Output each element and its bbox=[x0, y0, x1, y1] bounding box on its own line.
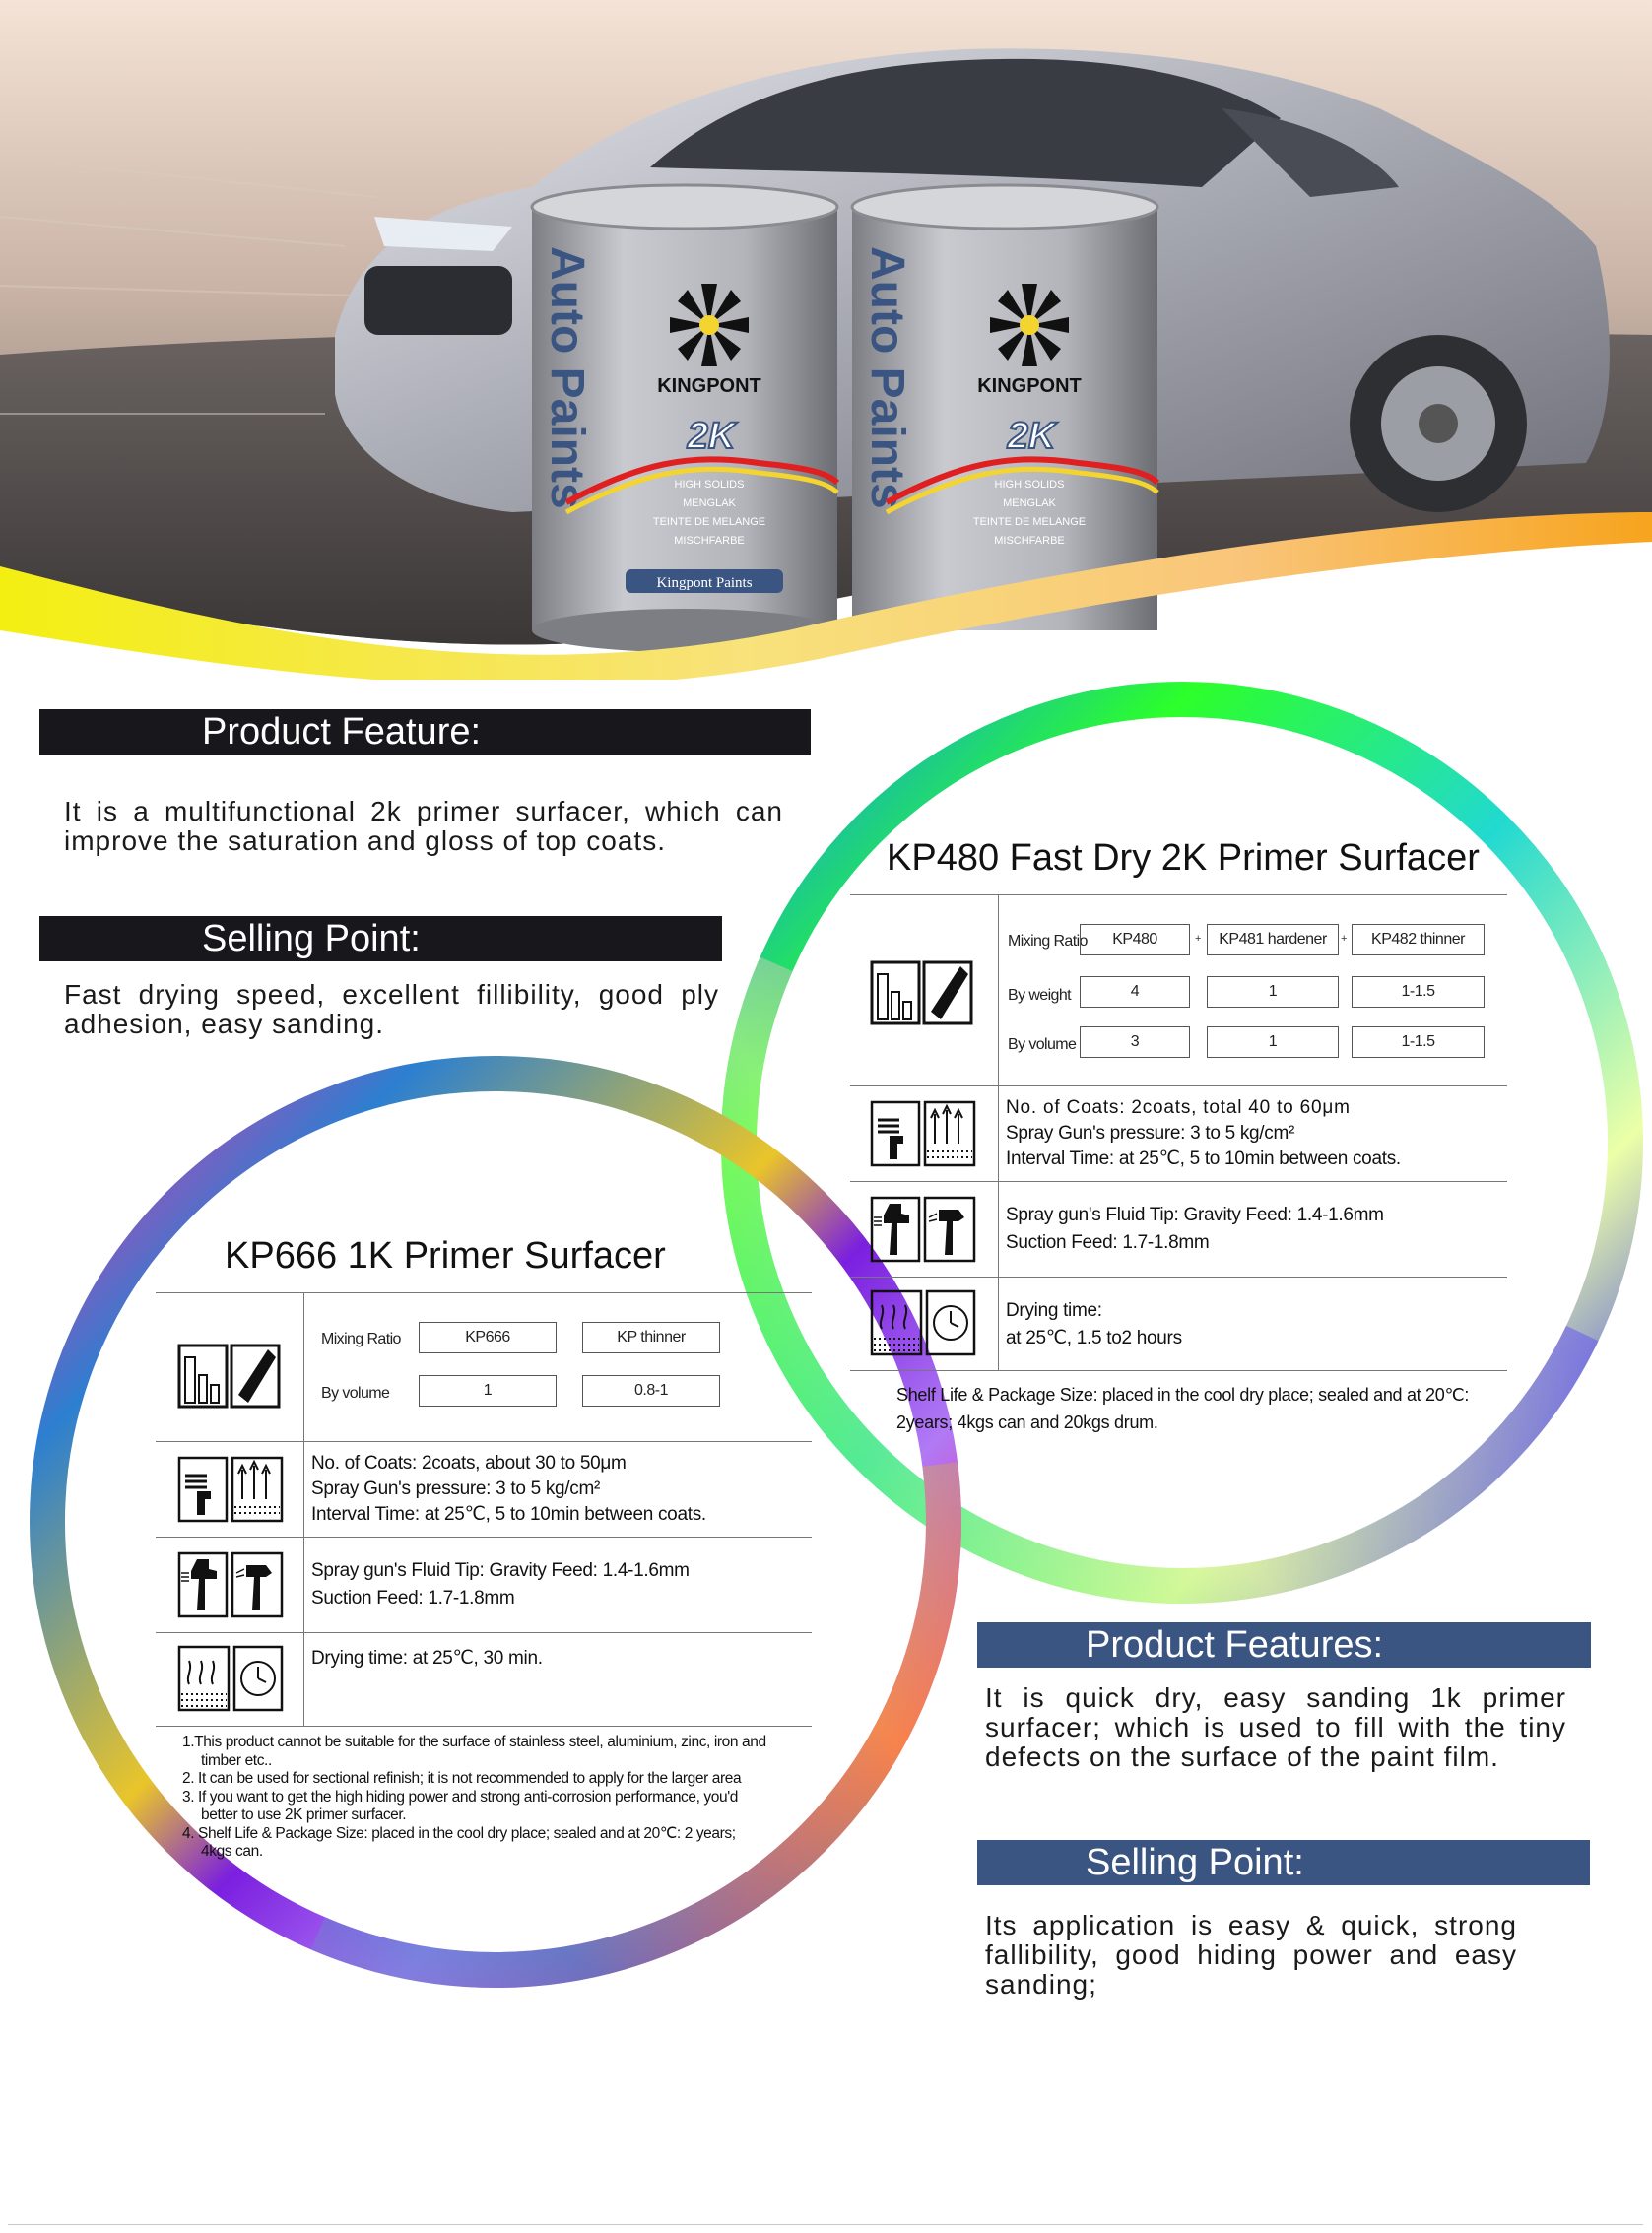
mixing-ratio-icon bbox=[870, 954, 978, 1028]
kp666-mixing-row bbox=[156, 1293, 812, 1442]
kp480-volume-2: 1 bbox=[1207, 1026, 1339, 1058]
spray-coats-icon bbox=[177, 1456, 286, 1525]
kp480-drying-line-1: Drying time: bbox=[1006, 1300, 1102, 1321]
kp480-mix-header-3: KP482 thinner bbox=[1352, 924, 1485, 955]
svg-text:MISCHFARBE: MISCHFARBE bbox=[994, 535, 1065, 547]
svg-text:2K: 2K bbox=[687, 416, 736, 457]
kp666-label-mixing: Mixing Ratio bbox=[321, 1331, 401, 1347]
note-line: 3. If you want to get the high hiding power and strong anti-corrosion performance, you'd bbox=[182, 1788, 739, 1806]
kp666-volume-1: 1 bbox=[419, 1375, 557, 1407]
kp480-title: KP480 Fast Dry 2K Primer Surfacer bbox=[887, 837, 1480, 879]
spray-gun-icon bbox=[870, 1196, 978, 1265]
product-features-heading: Product Features: bbox=[977, 1622, 1591, 1668]
note-line: 1.This product cannot be suitable for the surface of stainless steel, aluminium, zinc, iron and bbox=[182, 1734, 766, 1750]
kp480-tip-line-1: Spray gun's Fluid Tip: Gravity Feed: 1.4-1.6mm bbox=[1006, 1205, 1384, 1225]
page-border bbox=[8, 2224, 1643, 2225]
svg-text:Kingpont Paints: Kingpont Paints bbox=[656, 575, 753, 591]
plus-sign: + bbox=[1195, 933, 1202, 945]
kp666-coats-line-1: No. of Coats: 2coats, about 30 to 50μm bbox=[311, 1453, 627, 1474]
kp666-label-volume: By volume bbox=[321, 1385, 390, 1402]
kp666-spray-tip-row bbox=[156, 1538, 812, 1633]
kp480-spray-tip-row bbox=[850, 1182, 1507, 1278]
svg-text:HIGH SOLIDS: HIGH SOLIDS bbox=[994, 479, 1065, 491]
spray-coats-icon bbox=[870, 1100, 978, 1169]
selling-point-text-right: Its application is easy & quick, strong fallibility, good hiding power and easy sanding; bbox=[985, 1910, 1517, 2000]
drying-time-icon bbox=[870, 1289, 978, 1358]
selling-point-heading: Selling Point: bbox=[39, 916, 722, 961]
kp666-coats-row bbox=[156, 1442, 812, 1538]
svg-text:MENGLAK: MENGLAK bbox=[683, 497, 736, 509]
svg-text:TEINTE DE MELANGE: TEINTE DE MELANGE bbox=[972, 516, 1087, 528]
paint-can-right bbox=[852, 185, 1157, 630]
product-feature-heading: Product Feature: bbox=[39, 709, 811, 755]
plus-sign: + bbox=[1341, 933, 1348, 945]
svg-text:Auto Paints: Auto Paints bbox=[861, 246, 913, 509]
spray-gun-icon bbox=[177, 1551, 286, 1620]
note-line: 2. It can be used for sectional refinish; it is not recommended to apply for the larger area bbox=[182, 1770, 742, 1787]
kp666-notes bbox=[182, 1734, 832, 1862]
kp480-drying-row bbox=[850, 1278, 1507, 1371]
kp480-weight-3: 1-1.5 bbox=[1352, 976, 1485, 1008]
kp480-coats-line-1: No. of Coats: 2coats, total 40 to 60μm bbox=[1006, 1097, 1351, 1118]
kp480-label-weight: By weight bbox=[1008, 987, 1071, 1004]
kp666-coats-line-2: Spray Gun's pressure: 3 to 5 kg/cm² bbox=[311, 1478, 601, 1499]
kp666-title: KP666 1K Primer Surfacer bbox=[225, 1235, 666, 1277]
svg-text:KINGPONT: KINGPONT bbox=[657, 375, 761, 397]
kp480-weight-2: 1 bbox=[1207, 976, 1339, 1008]
kp480-coats-line-3: Interval Time: at 25℃, 5 to 10min between coats. bbox=[1006, 1149, 1401, 1169]
kp480-coats-row bbox=[850, 1086, 1507, 1182]
svg-text:Auto Paints: Auto Paints bbox=[541, 246, 593, 509]
kp666-volume-2: 0.8-1 bbox=[582, 1375, 720, 1407]
note-line: better to use 2K primer surfacer. bbox=[201, 1806, 407, 1823]
kp666-spec-table bbox=[156, 1292, 812, 1727]
kp480-spec-table bbox=[850, 894, 1507, 1371]
kp666-mix-header-1: KP666 bbox=[419, 1322, 557, 1353]
kp666-mix-header-2: KP thinner bbox=[582, 1322, 720, 1353]
kp480-drying-line-2: at 25℃, 1.5 to2 hours bbox=[1006, 1328, 1182, 1348]
kp480-coats-line-2: Spray Gun's pressure: 3 to 5 kg/cm² bbox=[1006, 1123, 1295, 1144]
svg-text:KINGPONT: KINGPONT bbox=[977, 375, 1082, 397]
product-features-text: It is quick dry, easy sanding 1k primer surfacer; which is used to fill with the tiny defects on the surface of the paint film. bbox=[985, 1682, 1566, 1772]
kp480-weight-1: 4 bbox=[1080, 976, 1190, 1008]
kp666-drying-line-1: Drying time: at 25℃, 30 min. bbox=[311, 1648, 543, 1669]
selling-point-heading-right: Selling Point: bbox=[977, 1840, 1590, 1885]
kp666-drying-row bbox=[156, 1633, 812, 1727]
kp480-tip-line-2: Suction Feed: 1.7-1.8mm bbox=[1006, 1232, 1210, 1253]
svg-text:2K: 2K bbox=[1007, 416, 1056, 457]
kp666-tip-line-1: Spray gun's Fluid Tip: Gravity Feed: 1.4-1.6mm bbox=[311, 1560, 690, 1581]
note-line: timber etc.. bbox=[201, 1751, 272, 1769]
kp480-label-volume: By volume bbox=[1008, 1036, 1077, 1053]
selling-point-text: Fast drying speed, excellent fillibility, good ply adhesion, easy sanding. bbox=[64, 979, 719, 1039]
note-line: 4kgs can. bbox=[201, 1843, 263, 1860]
note-line: 4. Shelf Life & Package Size: placed in the cool dry place; sealed and at 20℃: 2 years; bbox=[182, 1824, 736, 1842]
kp480-mix-header-1: KP480 bbox=[1080, 924, 1190, 955]
hero-banner bbox=[0, 0, 1652, 680]
kp480-volume-3: 1-1.5 bbox=[1352, 1026, 1485, 1058]
kp666-coats-line-3: Interval Time: at 25℃, 5 to 10min between coats. bbox=[311, 1504, 706, 1525]
kp666-tip-line-2: Suction Feed: 1.7-1.8mm bbox=[311, 1588, 515, 1609]
product-feature-text: It is a multifunctional 2k primer surfacer, which can improve the saturation and gloss of top coats. bbox=[64, 796, 783, 856]
kp480-mixing-row bbox=[850, 895, 1507, 1086]
kp480-volume-1: 3 bbox=[1080, 1026, 1190, 1058]
svg-text:HIGH SOLIDS: HIGH SOLIDS bbox=[674, 479, 745, 491]
drying-time-icon bbox=[177, 1645, 286, 1714]
kp480-label-mixing: Mixing Ratio bbox=[1008, 933, 1088, 950]
svg-text:MENGLAK: MENGLAK bbox=[1003, 497, 1056, 509]
kp480-mix-header-2: KP481 hardener bbox=[1207, 924, 1339, 955]
paint-can-left bbox=[532, 185, 837, 652]
kp480-shelf-line-2: 2years; 4kgs can and 20kgs drum. bbox=[896, 1412, 1158, 1432]
mixing-ratio-icon bbox=[177, 1338, 286, 1412]
kp480-shelf-line-1: Shelf Life & Package Size: placed in the cool dry place; sealed and at 20℃: bbox=[896, 1385, 1470, 1405]
svg-text:TEINTE DE MELANGE: TEINTE DE MELANGE bbox=[652, 516, 766, 528]
svg-text:MISCHFARBE: MISCHFARBE bbox=[674, 535, 745, 547]
